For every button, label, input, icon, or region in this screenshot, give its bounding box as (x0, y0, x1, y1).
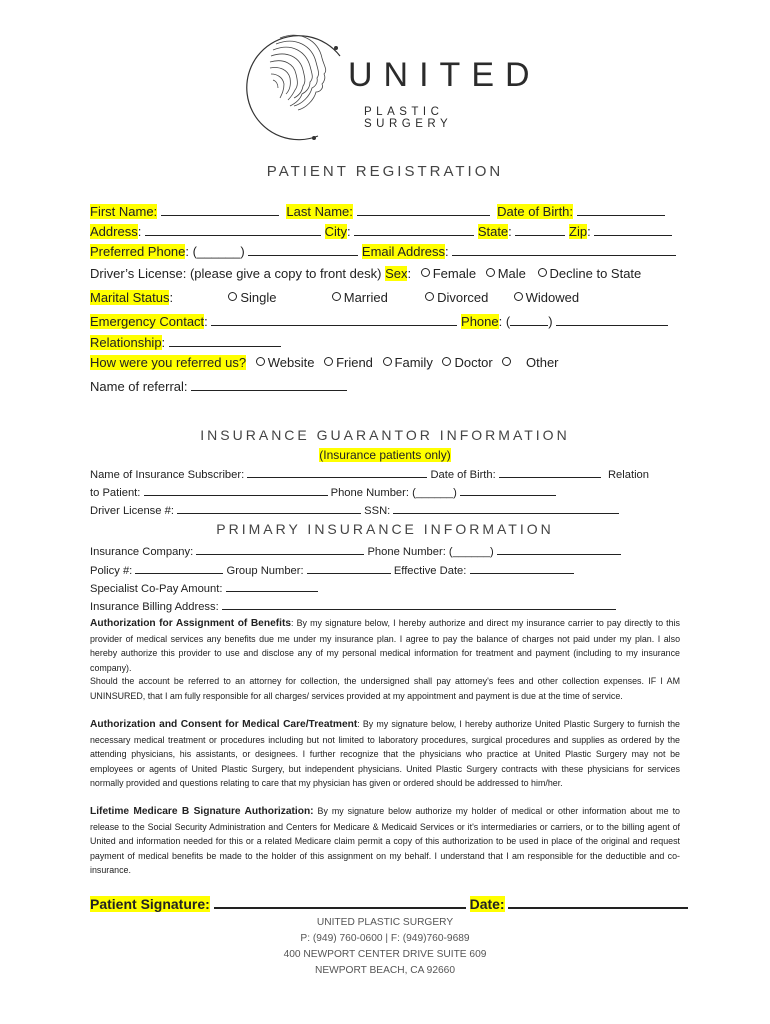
referral-row (90, 355, 559, 370)
collection-paragraph: Should the account be referred to an attorney for collection, the undersigned shall pay attorney's fees and other collection expenses. IF I AM UNINSURED, that I am fully responsible for all charges/ services provided at my appointment and payment is due at the time of service. (90, 676, 680, 701)
policy-label: Policy #: (90, 565, 133, 577)
guarantor-license-row (90, 503, 619, 517)
referral-name-row (90, 378, 347, 394)
footer-address-line2: NEWPORT BEACH, CA 92660 (314, 965, 456, 976)
address-field[interactable] (145, 223, 321, 236)
insurance-patients-note: (Insurance patients only) (319, 448, 451, 462)
billing-row (90, 599, 616, 613)
patient-signature-label: Patient Signature: (90, 896, 210, 912)
address-label: Address (90, 224, 138, 239)
copay-field[interactable] (226, 581, 318, 592)
logo (240, 18, 541, 148)
preferred-phone-area-code: : (______) (185, 244, 245, 259)
subscriber-dob-label: Date of Birth: (430, 469, 496, 481)
marital-married-radio[interactable] (332, 292, 341, 301)
zip-label: Zip (569, 224, 588, 239)
name-row (90, 203, 665, 219)
referred-option-website: Website (267, 355, 315, 370)
referred-label: How were you referred us? (90, 355, 247, 370)
relation-field[interactable] (144, 485, 328, 496)
marital-option-single: Single (240, 290, 277, 305)
marital-divorced-radio[interactable] (425, 292, 434, 301)
referred-option-doctor: Doctor (454, 355, 493, 370)
relationship-label: Relationship (90, 335, 162, 350)
relationship-field[interactable] (169, 334, 281, 347)
license-sex-row: Driver’s License: (please give a copy to front desk) Sex: Female Male Decline to State (90, 266, 642, 281)
dob-label: Date of Birth: (497, 204, 574, 219)
first-name-label: First Name: (90, 204, 158, 219)
signature-date-label: Date: (469, 896, 505, 912)
emergency-row: Emergency Contact: Phone: ( ) (90, 313, 668, 329)
logo-subtitle: PLASTIC SURGERY (364, 106, 453, 130)
subscriber-row (90, 467, 649, 481)
sex-label: Sex (385, 266, 408, 281)
subscriber-field[interactable] (247, 467, 427, 478)
consent-heading: Authorization and Consent for Medical Care/Treatment (90, 719, 358, 730)
referred-family-radio[interactable] (383, 357, 392, 366)
effective-date-field[interactable] (470, 563, 574, 574)
billing-address-label: Insurance Billing Address: (90, 601, 219, 613)
group-number-label: Group Number: (226, 565, 304, 577)
primary-insurance-title: PRIMARY INSURANCE INFORMATION (216, 521, 554, 537)
emergency-phone-field[interactable] (556, 313, 668, 326)
referred-doctor-radio[interactable] (442, 357, 451, 366)
email-label: Email Address (361, 244, 446, 259)
face-profile-logo-icon (240, 18, 350, 148)
ssn-field[interactable] (393, 503, 619, 514)
guarantor-license-field[interactable] (177, 503, 361, 514)
marital-widowed-radio[interactable] (514, 292, 523, 301)
insurance-company-field[interactable] (196, 544, 364, 555)
relation-row (90, 485, 556, 499)
effective-date-label: Effective Date: (393, 565, 467, 577)
footer-address-line1: 400 NEWPORT CENTER DRIVE SUITE 609 (283, 949, 487, 960)
referred-website-radio[interactable] (256, 357, 265, 366)
guarantor-phone-field[interactable] (460, 485, 556, 496)
consent-text: : By my signature below, I hereby authorize United Plastic Surgery to furnish the necessary medical treatment or procedures including but not limited to laboratory procedures, surgical procedures and supplies as ordered by the attending physicians, his assistants, or designees. I further recognize that the physicians who practice at United Plastic Surgery may not be employees or agents of United Plastic Surgery, but independent physicians. United Plastic Surgery contracts with these physicians for services normally provided and questions relating to care that my physician has given or ordered should be addressed to him/her. (90, 719, 680, 789)
insurance-guarantor-title: INSURANCE GUARANTOR INFORMATION (200, 427, 570, 443)
group-number-field[interactable] (307, 563, 391, 574)
insurance-note-row (0, 448, 770, 462)
relationship-row: Relationship: (90, 334, 281, 350)
patient-signature-field[interactable] (214, 894, 466, 909)
policy-row (90, 563, 574, 577)
medicare-heading: Lifetime Medicare B Signature Authorization: (90, 806, 314, 817)
footer-phone: P: (949) 760-0600 | F: (949)760-9689 (300, 933, 470, 944)
drivers-license-label: Driver’s License: (please give a copy to front desk) (90, 266, 382, 281)
billing-address-field[interactable] (222, 599, 616, 610)
logo-name: UNITED (348, 56, 541, 94)
referred-friend-radio[interactable] (324, 357, 333, 366)
preferred-phone-label: Preferred Phone (90, 244, 186, 259)
medicare-paragraph (90, 804, 680, 878)
ssn-label: SSN: (364, 505, 391, 517)
guarantor-phone-label: Phone Number: (______) (330, 487, 457, 499)
first-name-field[interactable] (161, 203, 279, 216)
assignment-text: : By my signature below, I hereby authorize and direct my insurance carrier to pay directly to this provider of medical services any benefits due me under my insurance plan. I agree to pay the balance of charges not paid under my plan. I also hereby authorize this provider to use and disclose any of my personal medical information for treatment and payment (including to my insurance company). (90, 618, 680, 673)
consent-paragraph (90, 717, 680, 791)
insurance-company-label: Insurance Company: (90, 546, 194, 558)
sex-option-decline: Decline to State (549, 266, 642, 281)
relation-label: Relation (607, 469, 649, 481)
city-label: City (324, 224, 347, 239)
city-field[interactable] (354, 223, 474, 236)
dob-field[interactable] (577, 203, 665, 216)
referral-name-label: Name of referral: (90, 379, 188, 394)
signature-row (90, 894, 688, 912)
guarantor-license-label: Driver License #: (90, 505, 174, 517)
marital-option-divorced: Divorced (437, 290, 489, 305)
sex-option-male: Male (497, 266, 526, 281)
marital-row: Marital Status: Single Married Divorced Widowed (90, 290, 580, 305)
insurance-phone-label: Phone Number: (______) (367, 546, 494, 558)
copay-row (90, 581, 318, 595)
marital-single-radio[interactable] (228, 292, 237, 301)
footer-name: UNITED PLASTIC SURGERY (316, 917, 454, 928)
copay-label: Specialist Co-Pay Amount: (90, 583, 223, 595)
email-field[interactable] (452, 243, 676, 256)
policy-field[interactable] (135, 563, 223, 574)
patient-registration-title: PATIENT REGISTRATION (266, 163, 504, 180)
phone-email-row: Preferred Phone: (______) Email Address: (90, 243, 676, 259)
emergency-contact-field[interactable] (211, 313, 457, 326)
zip-field[interactable] (594, 223, 672, 236)
marital-option-married: Married (343, 290, 388, 305)
referred-other-radio[interactable] (502, 357, 511, 366)
insurance-phone-field[interactable] (497, 544, 621, 555)
to-patient-label: to Patient: (90, 487, 141, 499)
state-label: State (477, 224, 509, 239)
emergency-phone-label: Phone (461, 314, 499, 329)
emergency-contact-label: Emergency Contact (90, 314, 205, 329)
marital-status-label: Marital Status (90, 290, 170, 305)
emergency-phone-area-field[interactable] (510, 313, 548, 326)
assignment-of-benefits-paragraph (90, 616, 680, 675)
preferred-phone-field[interactable] (248, 243, 358, 256)
signature-date-field[interactable] (508, 894, 688, 909)
subscriber-dob-field[interactable] (499, 467, 601, 478)
assignment-heading: Authorization for Assignment of Benefits (90, 618, 292, 629)
sex-option-female: Female (432, 266, 477, 281)
sex-male-radio[interactable] (486, 268, 495, 277)
state-field[interactable] (515, 223, 565, 236)
marital-option-widowed: Widowed (525, 290, 580, 305)
sex-decline-radio[interactable] (538, 268, 547, 277)
last-name-field[interactable] (357, 203, 490, 216)
last-name-label: Last Name: (286, 204, 353, 219)
referred-option-other: Other (526, 355, 559, 370)
sex-female-radio[interactable] (421, 268, 430, 277)
subscriber-label: Name of Insurance Subscriber: (90, 469, 245, 481)
company-row (90, 544, 621, 558)
referred-option-friend: Friend (336, 355, 373, 370)
medicare-text: By my signature below authorize my holder of medical or other information about me to release to the Social Security Administration and Centers for Medicare & Medicaid Services or it's intermediaries or carriers, or to the billing agent of United and information needed for this or a related Medicare claim permit a copy of this authorization to be used in place of the original and request payment of medical benefits be made to the holder of this assignment on my behalf. I understand that I am responsible for the deductible and co-insurance. (90, 806, 680, 876)
referral-name-field[interactable] (191, 378, 347, 391)
referred-option-family: Family (394, 355, 433, 370)
address-row: Address: City: State: Zip: (90, 223, 672, 239)
footer (0, 915, 770, 979)
